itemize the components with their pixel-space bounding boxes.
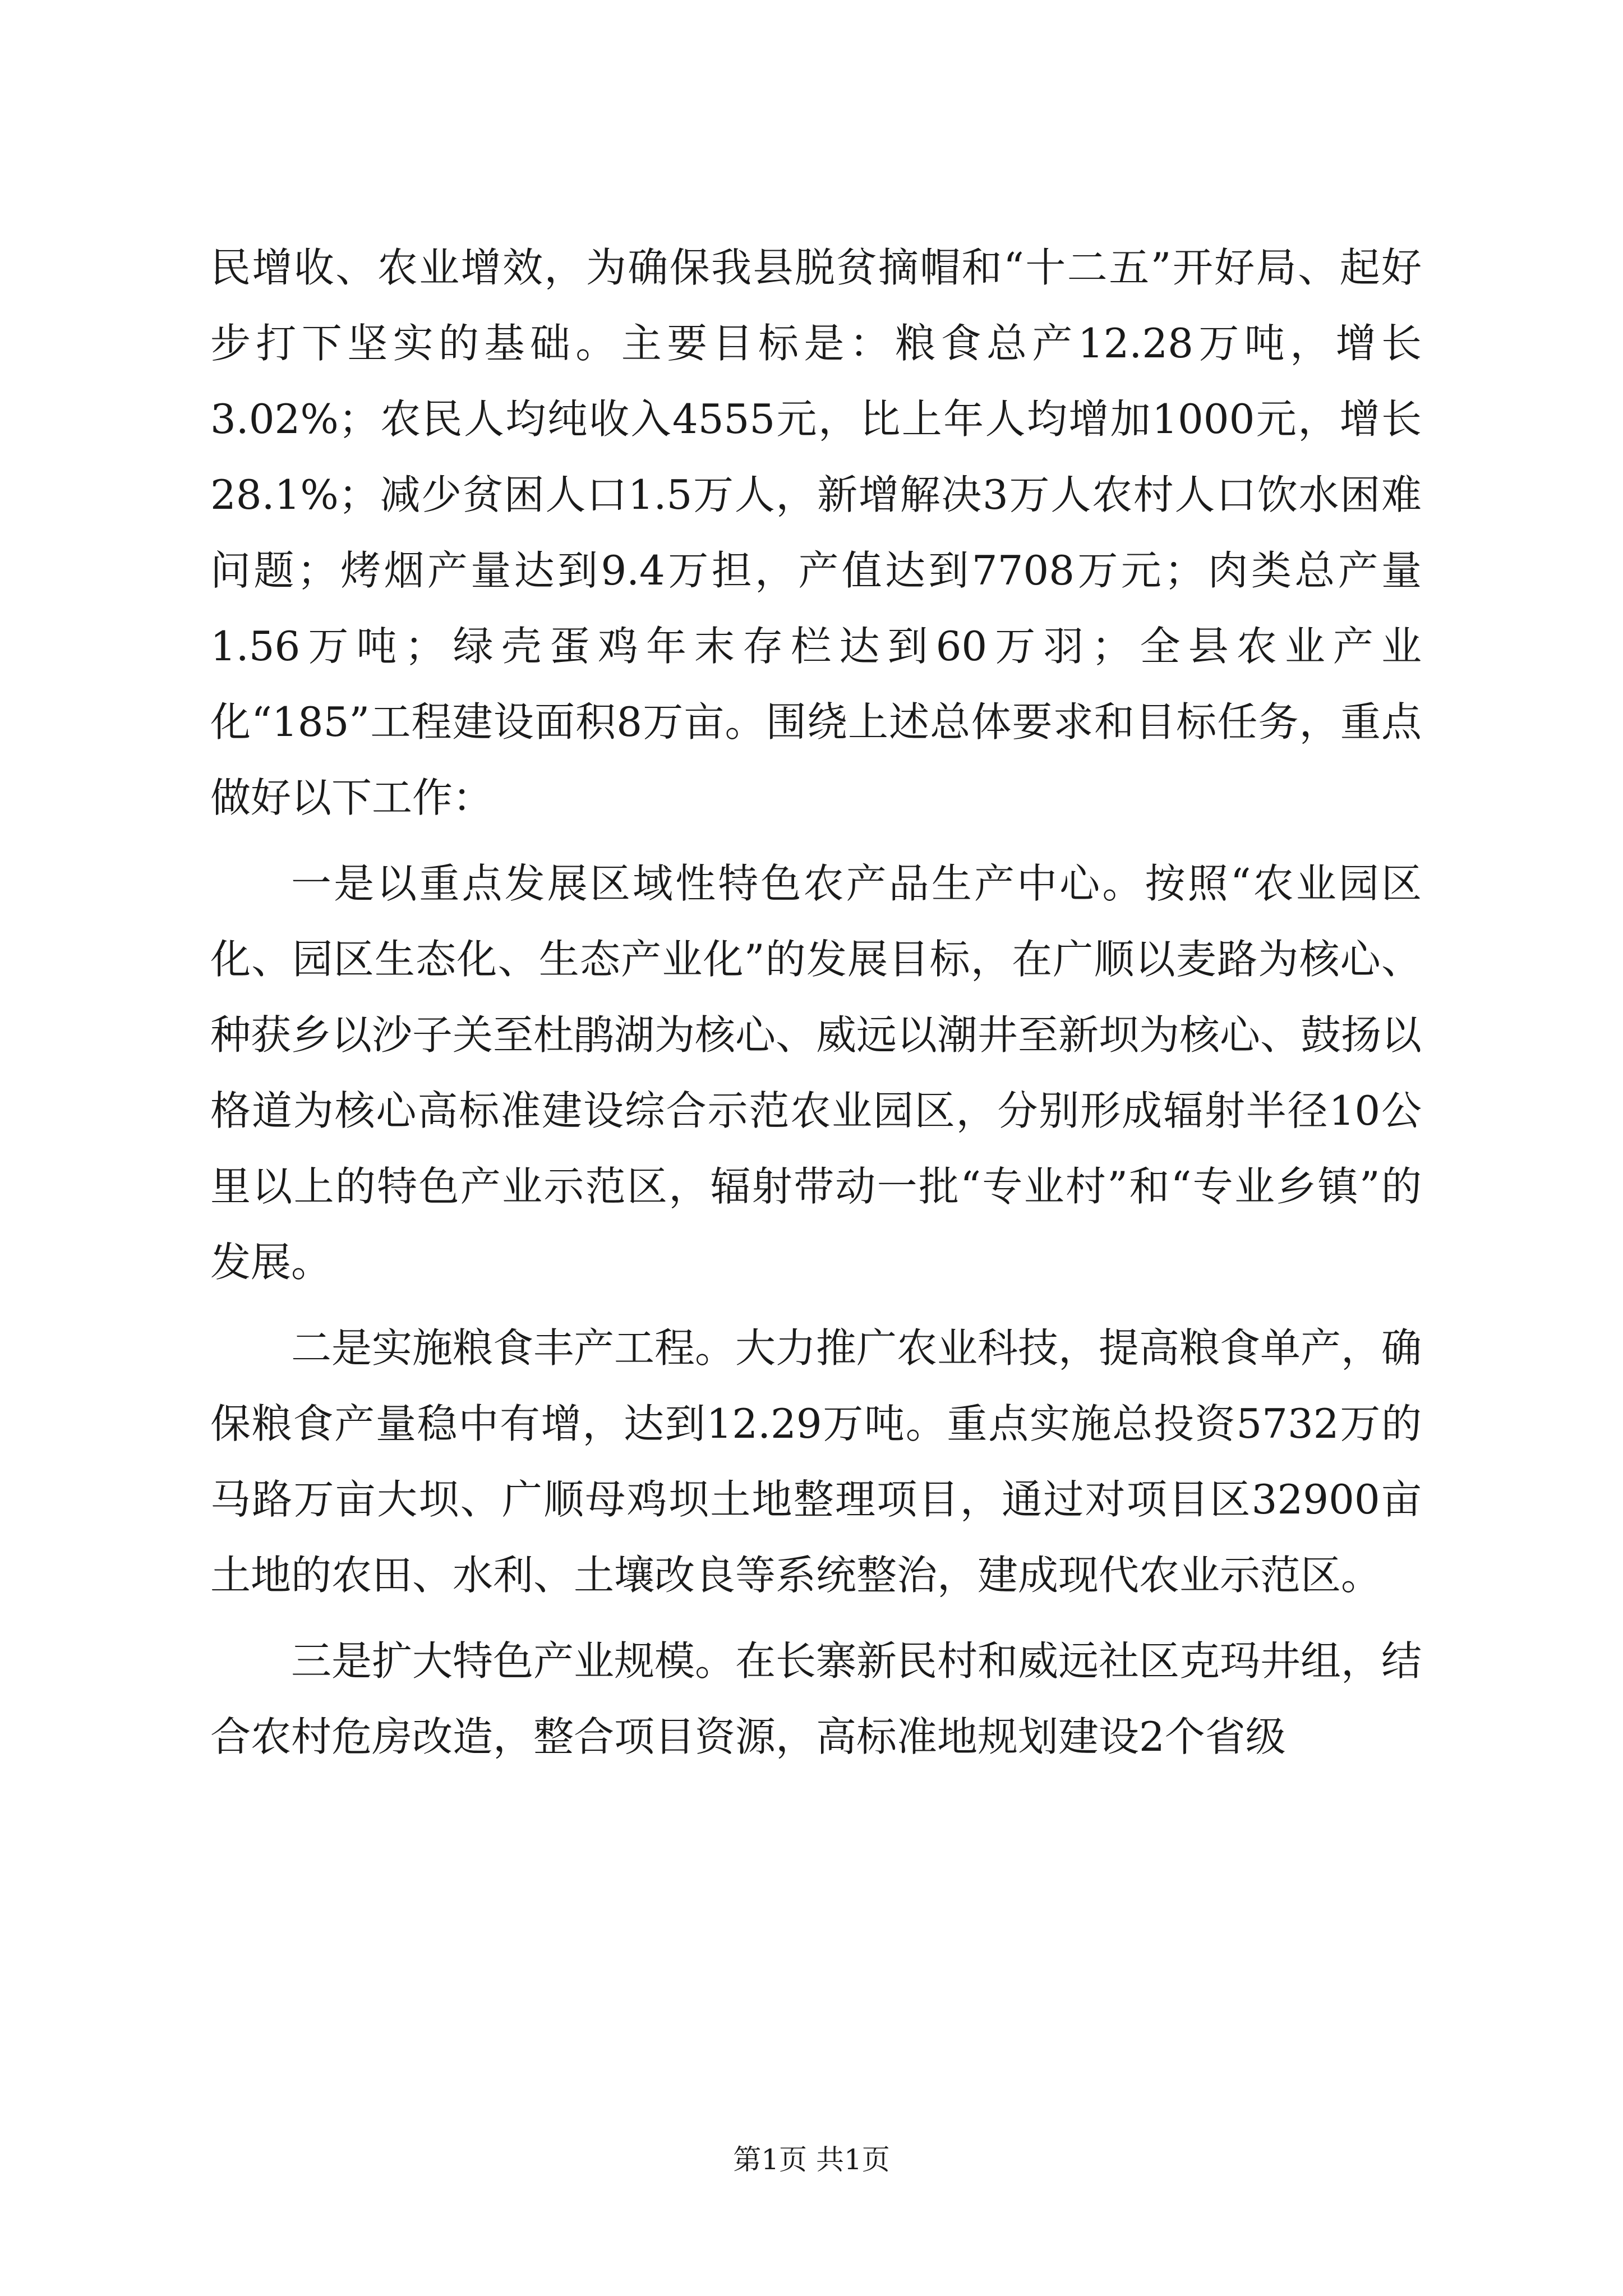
paragraph-grain-project: 二是实施粮食丰产工程。大力推广农业科技，提高粮食单产，确保粮食产量稳中有增，达到12.29万吨。重点实施总投资5732万的马路万亩大坝、广顺母鸡坝土地整理项目，通过对项目区32900亩土地的农田、水利、土壤改良等系统整治，建成现代农业示范区。 bbox=[210, 1324, 1422, 1599]
paragraph-continuation: 民增收、农业增效，为确保我县脱贫摘帽和“十二五”开好局、起好步打下坚实的基础。主要目标是：粮食总产12.28万吨，增长3.02%；农民人均纯收入4555元，比上年人均增加1000元，增长28.1%；减少贫困人口1.5万人，新增解决3万人农村人口饮水困难问题；烤烟产量达到9.4万担，产值达到7708万元；肉类总产量1.56万吨；绿壳蛋鸡年末存栏达到60万羽；全县农业产业化“185”工程建设面积8万亩。围绕上述总体要求和目标任务，重点做好以下工作： bbox=[210, 244, 1422, 821]
document-body bbox=[210, 230, 1422, 1775]
page-footer: 第1页 共1页 bbox=[733, 2143, 890, 2176]
paragraph-specialty-industry: 三是扩大特色产业规模。在长寨新民村和威远社区克玛井组，结合农村危房改造，整合项目资源，高标准地规划建设2个省级 bbox=[210, 1637, 1422, 1760]
paragraph-regional-production: 一是以重点发展区域性特色农产品生产中心。按照“农业园区化、园区生态化、生态产业化”的发展目标，在广顺以麦路为核心、种获乡以沙子关至杜鹃湖为核心、威远以潮井至新坝为核心、鼓扬以格道为核心高标准建设综合示范农业园区，分别形成辐射半径10公里以上的特色产业示范区，辐射带动一批“专业村”和“专业乡镇”的发展。 bbox=[210, 860, 1422, 1286]
